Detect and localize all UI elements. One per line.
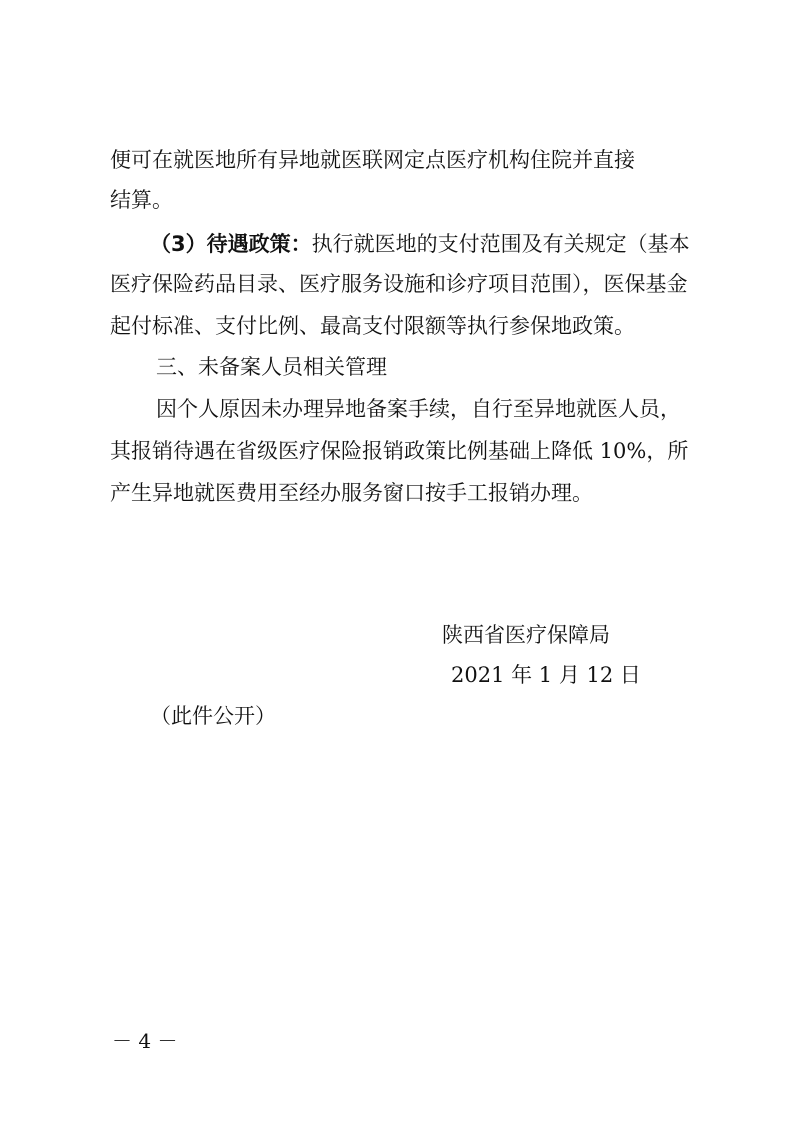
item-3-paragraph: [150, 230, 695, 258]
issue-date: 2021 年 1 月 12 日: [451, 663, 641, 687]
section-heading: 三、未备案人员相关管理: [156, 355, 387, 379]
item-3-text: 执行就医地的支付范围及有关规定（基本: [311, 232, 690, 256]
body-line: 医疗保险药品目录、医疗服务设施和诊疗项目范围），医保基金: [110, 272, 688, 296]
page-number: － 4 －: [112, 1029, 178, 1053]
body-line: 结算。: [110, 188, 173, 212]
body-line: 起付标准、支付比例、最高支付限额等执行参保地政策。: [110, 314, 635, 338]
body-line: 产生异地就医费用至经办服务窗口按手工报销办理。: [110, 481, 593, 505]
issuer-name: 陕西省医疗保障局: [442, 623, 610, 647]
body-line: 其报销待遇在省级医疗保险报销政策比例基础上降低 10%，所: [110, 439, 689, 463]
body-line: 便可在就医地所有异地就医联网定点医疗机构住院并直接: [110, 148, 635, 172]
item-3-label: （3）待遇政策：: [150, 232, 312, 256]
body-line: 因个人原因未办理异地备案手续，自行至异地就医人员，: [156, 397, 681, 421]
disclosure-note: （此件公开）: [150, 704, 276, 728]
